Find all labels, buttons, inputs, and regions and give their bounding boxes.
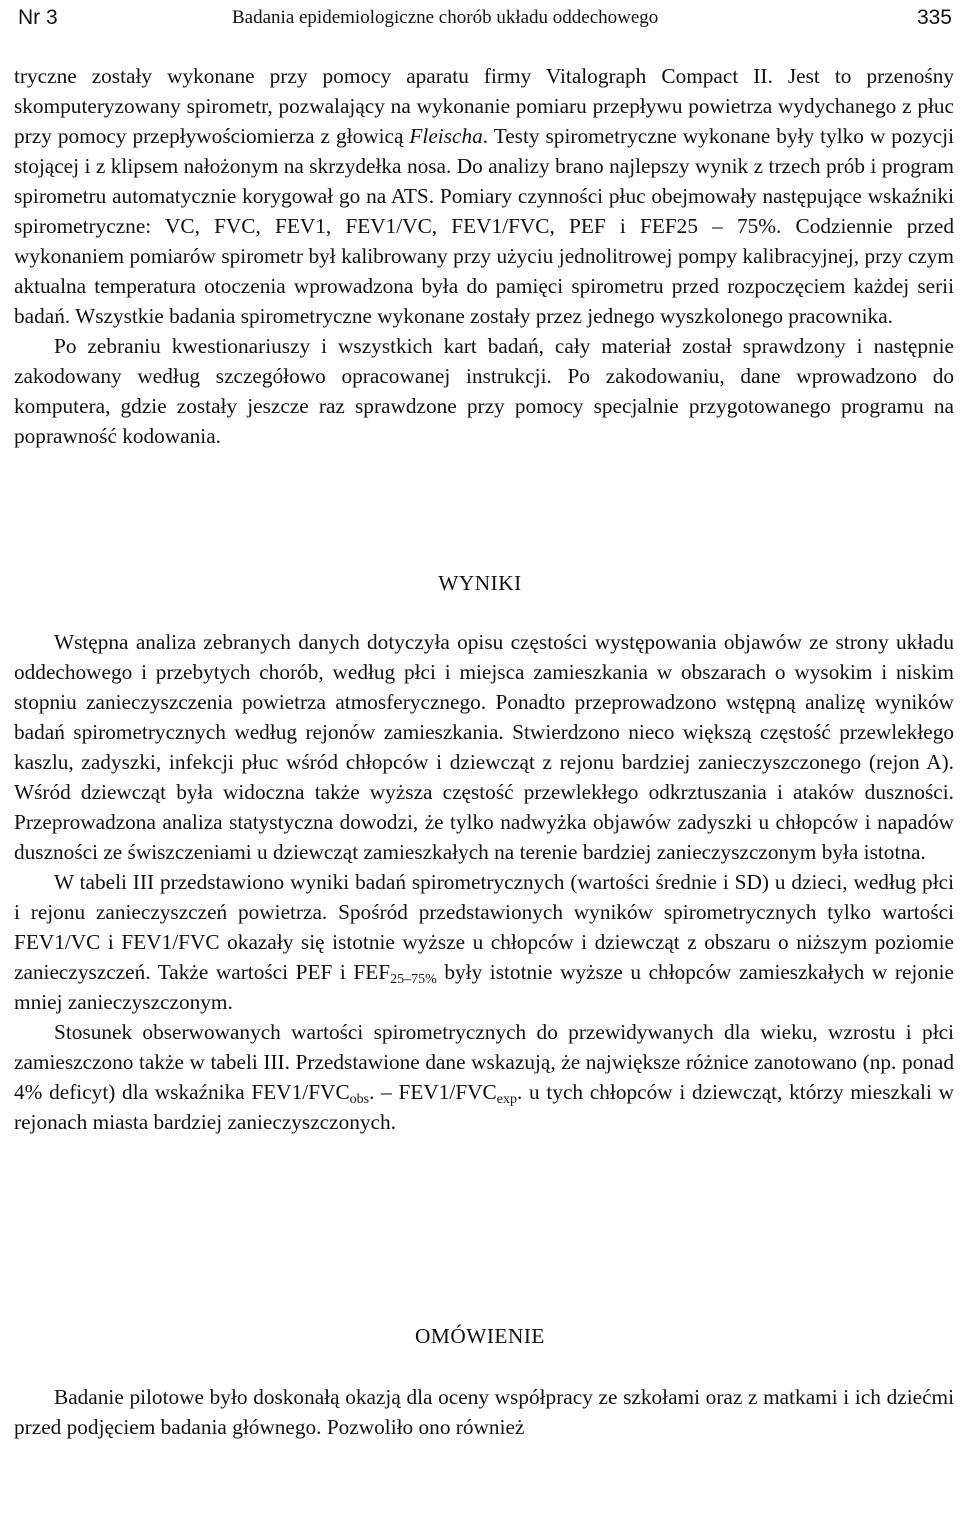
paragraph	[14, 627, 954, 867]
italic-text: Fleischa	[409, 124, 483, 148]
paragraph-text: Stosunek obserwowanych wartości spirometrycznych do przewidywanych dla wieku, wzrostu i płci zamieszczono także w tabeli III. Przedstawione dane wskazują, że największe różnice zanotowano (np. ponad 4% deficyt) dla wskaźnika FEV1/FVC	[14, 1020, 954, 1104]
paragraph-text: Wstępna analiza zebranych danych dotyczyła opisu częstości występowania objawów ze strony układu oddechowego i przebytych chorób, według płci i miejsca zamieszkania w obszarach o wysokim i niskim stopniu zanieczyszczenia powietrza atmosferycznego. Ponadto przeprowadzono wstępną analizę wyników badań spirometrycznych według rejonów zamieszkania. Stwierdzono nieco większą częstość przewlekłego kaszlu, zadyszki, infekcji płuc wśród chłopców i dziewcząt z rejonu bardziej zanieczyszczonego (rejon A). Wśród dziewcząt była widoczna także wyższa częstość przewlekłego odkrztuszania i ataków duszności. Przeprowadzona analiza statystyczna dowodzi, że tylko nadwyżka objawów zadyszki u chłopców i napadów duszności ze świszczeniami u dziewcząt zamieszkałych na terenie bardziej zanieczyszczonym była istotna.	[14, 630, 954, 864]
page-number: 335	[916, 6, 952, 29]
paragraph-text: były istotnie wyższe u chłopców zamieszkałych w rejonie mniej zanieczyszczonym.	[14, 960, 954, 1014]
running-header	[18, 4, 952, 32]
paragraph-text: W tabeli III przedstawiono wyniki badań spirometrycznych (wartości średnie i SD) u dzieci, według płci i rejonu zanieczyszczeń powietrza. Spośród przedstawionych wyników spirometrycznych tylko wartości FEV1/VC i FEV1/FVC okazały się istotnie wyższe u chłopców i dziewcząt z obszaru o niższym poziomie zanieczyszczeń. Także wartości PEF i FEF	[14, 870, 954, 984]
paragraph	[14, 1382, 954, 1442]
paragraph-text: Badanie pilotowe było doskonałą okazją dla oceny współpracy ze szkołami oraz z matkami i ich dziećmi przed podjęciem badania głównego. Pozwoliło ono również	[14, 1385, 954, 1439]
subscript-text: 25–75%	[390, 972, 437, 987]
methods-text-block	[14, 61, 954, 451]
subscript-text: obs	[349, 1092, 370, 1107]
subscript-text: exp	[496, 1092, 517, 1107]
section-heading-wyniki: WYNIKI	[438, 571, 522, 595]
paragraph	[14, 867, 954, 1017]
paragraph-text: . Testy spirometryczne wykonane były tylko w pozycji stojącej i z klipsem nałożonym na skrzydełka nosa. Do analizy brano najlepszy wynik z trzech prób i program spirometru automatycznie korygował go na ATS. Pomiary czynności płuc obejmowały następujące wskaźniki spirometryczne: VC, FVC, FEV1, FEV1/VC, FEV1/FVC, PEF i FEF25 – 75%. Codziennie przed wykonaniem pomiarów spirometr był kalibrowany przy użyciu jednolitrowej pompy kalibracyjnej, przy czym aktualna temperatura otoczenia wprowadzona była do pamięci spirometru przed rozpoczęciem każdej serii badań. Wszystkie badania spirometryczne wykonane zostały przez jednego wyszkolonego pracownika.	[14, 124, 954, 328]
journal-issue: Nr 3	[18, 6, 58, 29]
paragraph	[14, 61, 954, 331]
paragraph-text: . u tych chłopców i dziewcząt, którzy mieszkali w rejonach miasta bardziej zanieczyszczonych.	[14, 1080, 954, 1134]
results-text-block	[14, 627, 954, 1137]
running-title: Badania epidemiologiczne chorób układu oddechowego	[232, 7, 659, 28]
section-heading-omowienie: OMÓWIENIE	[415, 1324, 545, 1348]
paragraph	[14, 331, 954, 451]
paragraph-text: . – FEV1/FVC	[369, 1080, 497, 1104]
paragraph-text: Po zebraniu kwestionariuszy i wszystkich kart badań, cały materiał został sprawdzony i następnie zakodowany według szczegółowo opracowanej instrukcji. Po zakodowaniu, dane wprowadzono do komputera, gdzie zostały jeszcze raz sprawdzone przy pomocy specjalnie przygotowanego programu na poprawność kodowania.	[14, 334, 954, 448]
paragraph-text: tryczne zostały wykonane przy pomocy aparatu firmy Vitalograph Compact II. Jest to przenośny skomputeryzowany spirometr, pozwalający na wykonanie pomiaru przepływu powietrza wydychanego z płuc przy pomocy przepływościomierza z głowicą	[14, 64, 954, 148]
discussion-text-block	[14, 1382, 954, 1442]
paragraph	[14, 1017, 954, 1137]
